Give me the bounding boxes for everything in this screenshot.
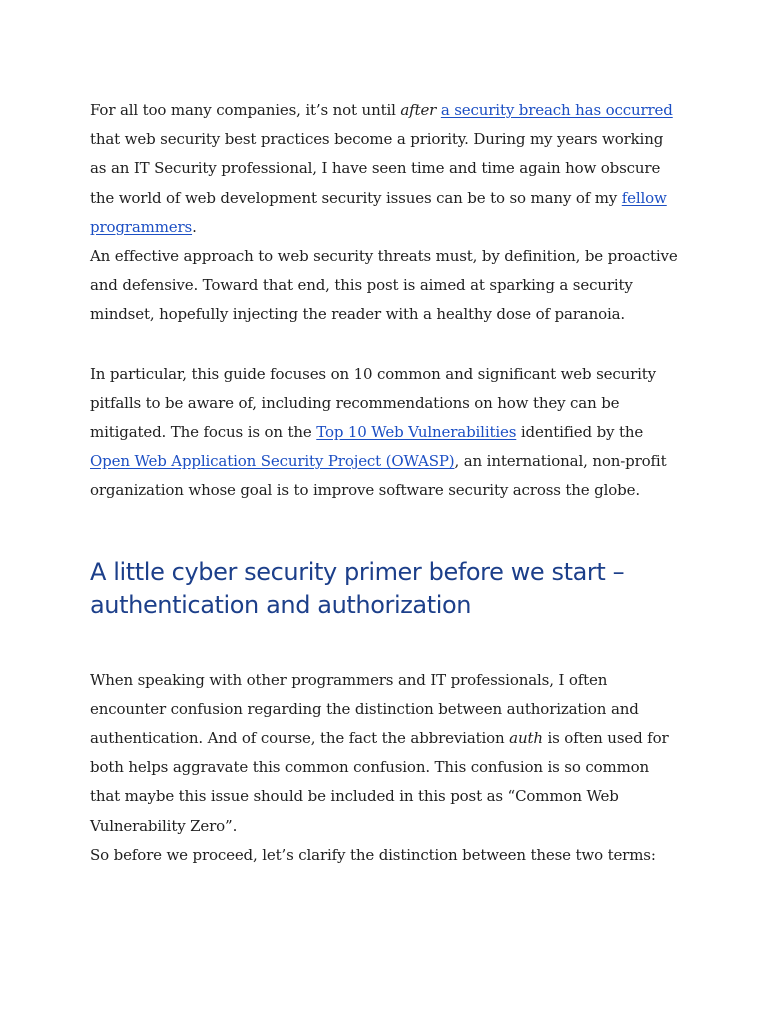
intro-paragraph bbox=[90, 96, 680, 242]
approach-paragraph: An effective approach to web security threats must, by definition, be proactive and defensive. Toward that end, this post is aimed at sparking a security mindset, hopefully injecting the reader with a healthy dose of paranoia. bbox=[90, 247, 678, 324]
intro-emphasis-after: after bbox=[400, 101, 437, 119]
intro-text-1: For all too many companies, it’s not until bbox=[90, 101, 401, 119]
guide-text-2: identified by the bbox=[516, 423, 644, 442]
confusion-paragraph bbox=[90, 666, 680, 841]
confusion-text-2: is often used for both helps aggravate this common confusion. This confusion is so common that maybe this issue should be included in this post as “Common Web Vulnerability Zero”. bbox=[90, 729, 669, 835]
owasp-link[interactable]: Open Web Application Security Project (OWASP) bbox=[90, 452, 455, 471]
confusion-text-1: When speaking with other programmers and IT professionals, I often encounter confusion regarding the distinction between authorization and authentication. And of course, the fact the abbreviation bbox=[90, 670, 639, 748]
guide-focus-paragraph bbox=[90, 360, 680, 506]
fellow-programmers-link[interactable]: fellow programmers bbox=[90, 188, 667, 236]
clarify-paragraph: So before we proceed, let’s clarify the distinction between these two terms: bbox=[90, 845, 656, 864]
guide-text-3: , an international, non-profit organization whose goal is to improve software security across the globe. bbox=[90, 452, 667, 500]
top-10-vulnerabilities-link[interactable]: Top 10 Web Vulnerabilities bbox=[316, 423, 517, 442]
intro-text-3: . bbox=[192, 217, 197, 236]
guide-text-1: In particular, this guide focuses on 10 common and significant web security pitfalls to be aware of, including recommendations on how they can be mitigated. The focus is on the bbox=[90, 364, 656, 442]
heading-spacer-bottom bbox=[90, 622, 680, 666]
section-heading: A little cyber security primer before we start – authentication and authorization bbox=[90, 557, 625, 619]
confusion-emphasis-auth: auth bbox=[509, 729, 543, 748]
paragraph-spacer bbox=[90, 330, 680, 360]
intro-text-2: that web security best practices become a priority. During my years working as an IT Security professional, I have seen time and time again how obscure the world of web development security issues can be to so many of my bbox=[90, 130, 664, 207]
heading-spacer-top bbox=[90, 506, 680, 556]
security-breach-link[interactable]: a security breach has occurred bbox=[440, 101, 673, 119]
article-body bbox=[90, 96, 680, 870]
